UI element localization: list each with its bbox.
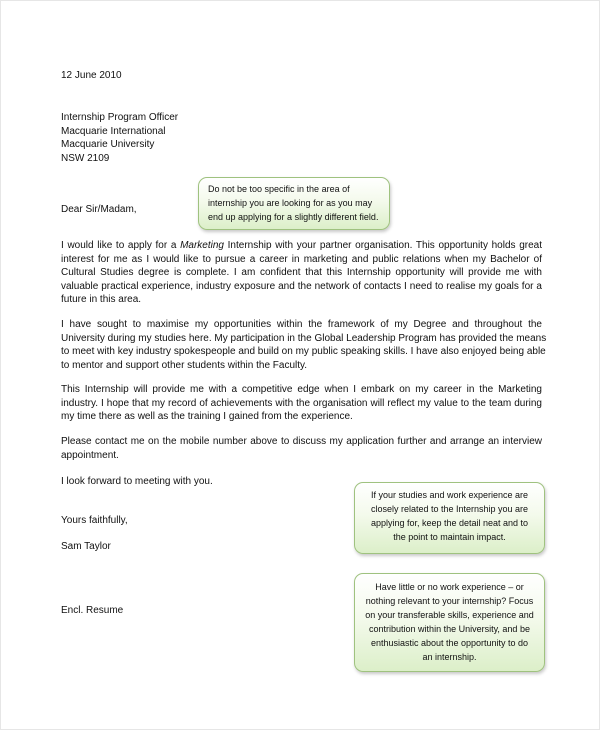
- paragraph-line: to mentor and support other students within the Faculty.: [61, 359, 308, 371]
- paragraph-line: interest for me as I would like to pursue a career in marketing and public relations when my Bachelor of: [61, 253, 542, 265]
- callout-line: end up applying for a slightly different field.: [208, 212, 379, 222]
- callout-line: enthusiastic about the opportunity to do: [370, 638, 529, 648]
- callout-line: applying for, keep the detail neat and to: [370, 518, 529, 528]
- paragraph-line: Please contact me on the mobile number above to discuss my application further and arrange an interview: [61, 436, 542, 447]
- closing-line: I look forward to meeting with you.: [61, 476, 213, 487]
- signature-name: Sam Taylor: [61, 541, 111, 552]
- callout-line: Have little or no work experience – or: [375, 582, 524, 592]
- callout-line: If your studies and work experience are: [370, 490, 529, 500]
- recipient-line: Internship Program Officer: [61, 112, 179, 123]
- callout-line: internship you are looking for as you may: [208, 198, 373, 208]
- letter-date: 12 June 2010: [61, 70, 122, 81]
- tip-callout-related-experience: [354, 482, 545, 554]
- recipient-line: NSW 2109: [61, 152, 110, 164]
- emphasis-marketing: Marketing: [180, 240, 224, 251]
- callout-line: nothing relevant to your internship? Focus: [365, 596, 534, 606]
- paragraph-line: industry. I hope that my record of achievements with the organisation will reflect my value to the team during: [61, 397, 542, 409]
- recipient-line: Macquarie University: [61, 139, 155, 150]
- callout-line: closely related to the Internship you are: [370, 504, 529, 514]
- enclosure-note: Encl. Resume: [61, 605, 124, 616]
- paragraph-benefit: [61, 383, 542, 424]
- callout-line: on your transferable skills, experience and: [365, 610, 534, 620]
- recipient-line: Macquarie International: [61, 125, 166, 137]
- sign-off: Yours faithfully,: [61, 515, 128, 526]
- tip-callout-specificity: [198, 177, 390, 230]
- paragraph-line: future in this area.: [61, 294, 142, 305]
- callout-line: Do not be too specific in the area of: [208, 184, 350, 194]
- callout-line: the point to maintain impact.: [393, 532, 506, 542]
- tip-callout-transferable-skills: [354, 573, 545, 672]
- paragraph-line: appointment.: [61, 449, 119, 461]
- callout-line: an internship.: [422, 652, 477, 662]
- paragraph-line: I have sought to maximise my opportunities within the framework of my Degree and throughout the: [61, 319, 542, 330]
- paragraph-line: Cultural Studies degree is complete. I am confident that this Internship opportunity will provide me with: [61, 267, 542, 278]
- paragraph-line: I would like to apply for a Marketing Internship with your partner organisation. This opportunity holds great: [61, 240, 542, 251]
- paragraph-line: University during my studies here. My participation in the Global Leadership Program has provided the means: [61, 332, 547, 344]
- paragraph-line: to meet with key industry spokespeople and build on my public speaking skills. I have also enjoyed being able: [61, 346, 546, 357]
- callout-line: contribution within the University, and be: [369, 624, 530, 634]
- paragraph-line: This Internship will provide me with a competitive edge when I embark on my career in the Marketing: [61, 384, 542, 395]
- paragraph-intro: [61, 239, 542, 307]
- paragraph-experience: [61, 318, 547, 372]
- paragraph-line: my time there as well as the training I gained from the experience.: [61, 411, 353, 422]
- salutation: Dear Sir/Madam,: [61, 204, 137, 215]
- paragraph-contact: [61, 435, 542, 462]
- paragraph-line: valuable practical experience, industry exposure and the network of contacts I need to realise my goals for a: [61, 280, 542, 292]
